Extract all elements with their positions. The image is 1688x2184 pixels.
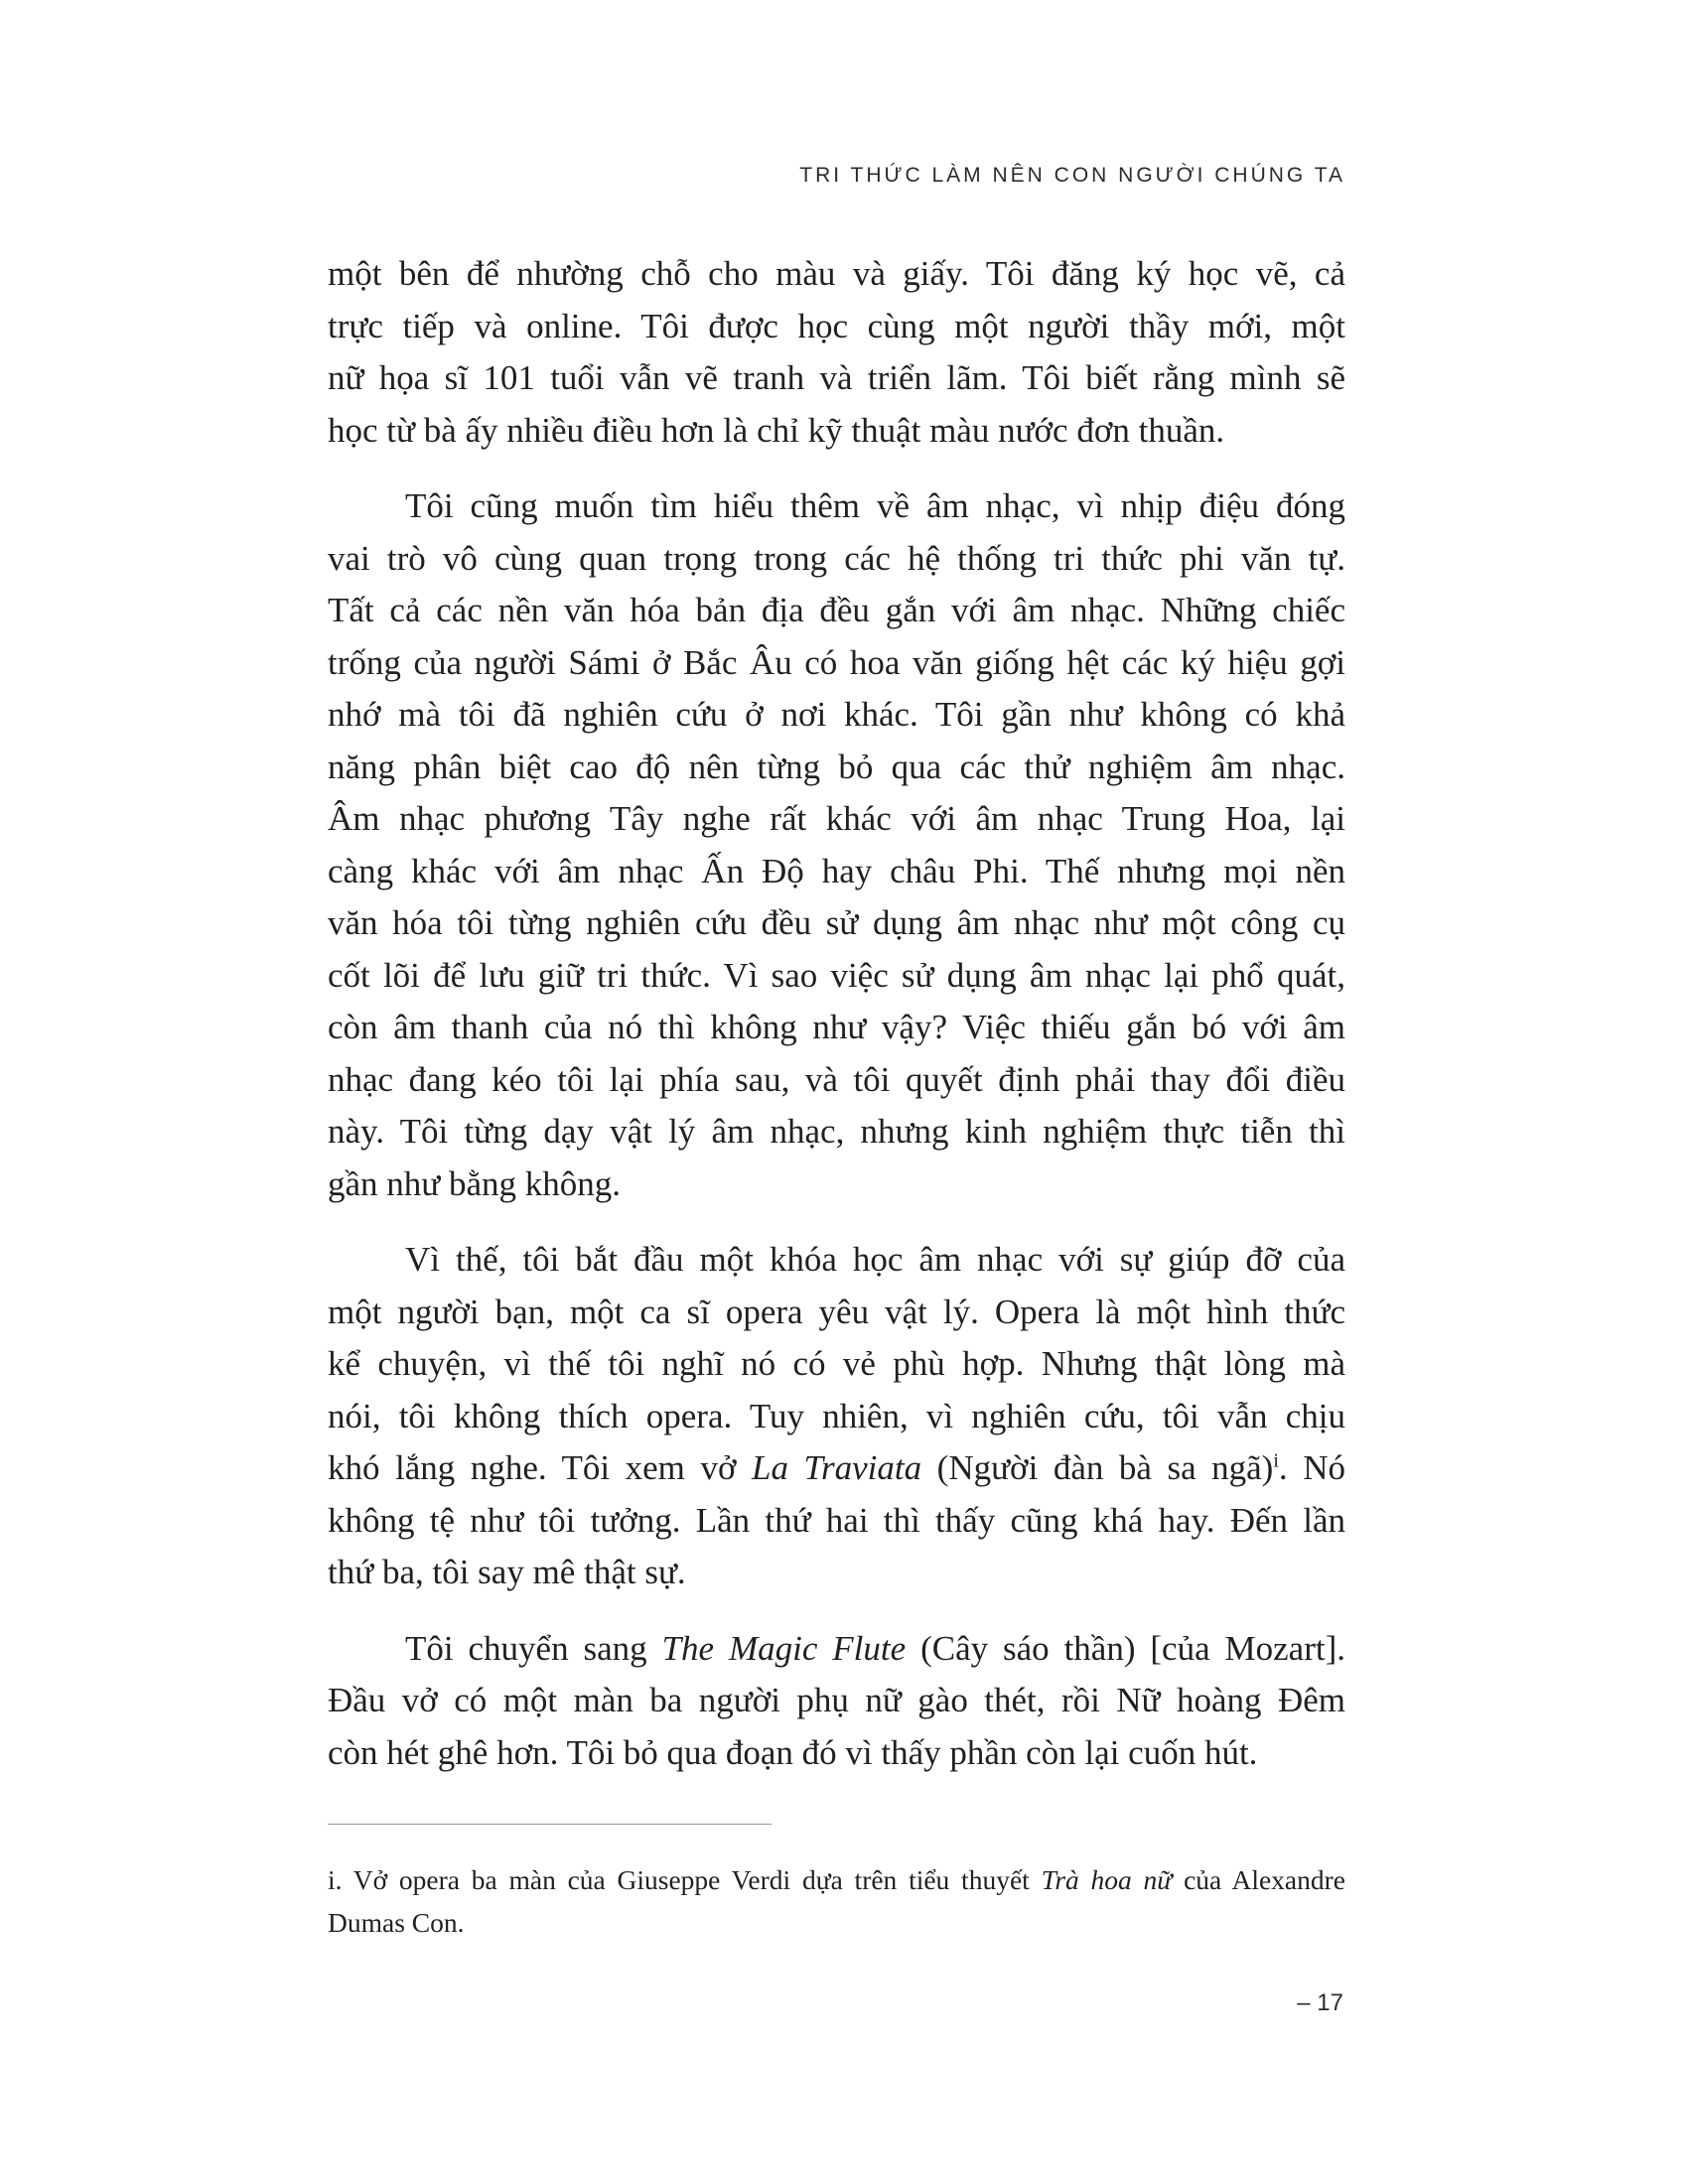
text-line: còn hét ghê hơn. Tôi bỏ qua đoạn đó vì thấy phần còn lại cuốn hút. — [328, 1732, 1258, 1772]
text-line: vai trò vô cùng quan trọng trong các hệ thống tri thức phi văn tự. — [328, 538, 1345, 578]
text-line: Vì thế, tôi bắt đầu một khóa học âm nhạc với sự giúp đỡ của — [405, 1240, 1345, 1279]
text-line: một người bạn, một ca sĩ opera yêu vật lý. Opera là một hình thức — [328, 1292, 1345, 1331]
text-line: nhớ mà tôi đã nghiên cứu ở nơi khác. Tôi gần như không có khả — [328, 695, 1345, 734]
text-line — [328, 1442, 1345, 1495]
text-line: Tất cả các nền văn hóa bản địa đều gắn với âm nhạc. Những chiếc — [328, 591, 1345, 629]
footnote-line — [328, 1858, 1345, 1901]
text-line: cốt lõi để lưu giữ tri thức. Vì sao việc sử dụng âm nhạc lại phổ quát, — [328, 955, 1345, 995]
text-line: năng phân biệt cao độ nên từng bỏ qua các thử nghiệm âm nhạc. — [328, 747, 1345, 786]
novel-title: Trà hoa nữ — [1041, 1864, 1173, 1895]
paragraph-1 — [328, 248, 1345, 457]
text-run: của Alexandre — [1172, 1864, 1345, 1895]
text-line: này. Tôi từng dạy vật lý âm nhạc, nhưng kinh nghiệm thực tiễn thì — [328, 1112, 1345, 1151]
text-line: không tệ như tôi tưởng. Lần thứ hai thì thấy cũng khá hay. Đến lần — [328, 1500, 1345, 1540]
text-run: khó lắng nghe. Tôi xem vở — [328, 1448, 752, 1487]
text-line: trực tiếp và online. Tôi được học cùng một người thầy mới, một — [328, 306, 1345, 345]
paragraph-3 — [328, 1234, 1345, 1599]
text-line — [328, 1623, 1345, 1676]
text-run: i. Vở opera ba màn của Giuseppe Verdi dựa trên tiểu thuyết — [328, 1864, 1042, 1895]
text-line: Đầu vở có một màn ba người phụ nữ gào thét, rồi Nữ hoàng Đêm — [328, 1681, 1345, 1719]
paragraph-2 — [328, 480, 1345, 1210]
text-run: (Cây sáo thần) [của Mozart]. — [906, 1628, 1345, 1668]
text-line: một bên để nhường chỗ cho màu và giấy. Tôi đăng ký học vẽ, cả — [328, 254, 1345, 293]
text-line: nữ họa sĩ 101 tuổi vẫn vẽ tranh và triển lãm. Tôi biết rằng mình sẽ — [328, 358, 1345, 397]
paragraph-4 — [328, 1623, 1345, 1780]
footnote-marker[interactable]: i — [1273, 1449, 1279, 1472]
text-run: (Người đàn bà sa ngã) — [921, 1448, 1274, 1487]
text-line: học từ bà ấy nhiều điều hơn là chỉ kỹ thuật màu nước đơn thuần. — [328, 410, 1225, 450]
text-line: thứ ba, tôi say mê thật sự. — [328, 1553, 686, 1591]
page-number: – 17 — [1297, 1989, 1343, 2016]
running-header: TRI THỨC LÀM NÊN CON NGƯỜI CHÚNG TA — [799, 164, 1345, 187]
footnote-divider — [328, 1824, 772, 1825]
text-line: Âm nhạc phương Tây nghe rất khác với âm nhạc Trung Hoa, lại — [328, 799, 1345, 838]
opera-title-magic-flute: The Magic Flute — [661, 1628, 907, 1668]
footnote-line: Dumas Con. — [328, 1907, 465, 1938]
text-line: Tôi cũng muốn tìm hiểu thêm về âm nhạc, vì nhịp điệu đóng — [405, 486, 1345, 525]
text-line: gần như bằng không. — [328, 1163, 622, 1203]
opera-title-la-traviata: La Traviata — [751, 1448, 922, 1487]
text-line: còn âm thanh của nó thì không như vậy? Việc thiếu gắn bó với âm — [328, 1008, 1345, 1046]
footnote — [328, 1858, 1345, 1944]
text-run: . Nó — [1278, 1448, 1345, 1487]
text-line: trống của người Sámi ở Bắc Âu có hoa văn giống hệt các ký hiệu gợi — [328, 642, 1345, 682]
text-run: Tôi chuyển sang — [405, 1628, 662, 1668]
text-line: văn hóa tôi từng nghiên cứu đều sử dụng âm nhạc như một công cụ — [328, 903, 1345, 942]
text-line: nhạc đang kéo tôi lại phía sau, và tôi quyết định phải thay đổi điều — [328, 1059, 1345, 1099]
text-line: càng khác với âm nhạc Ấn Độ hay châu Phi. Thế nhưng mọi nền — [328, 851, 1345, 890]
text-line: kể chuyện, vì thế tôi nghĩ nó có vẻ phù hợp. Nhưng thật lòng mà — [328, 1344, 1345, 1383]
text-line: nói, tôi không thích opera. Tuy nhiên, vì nghiên cứu, tôi vẫn chịu — [328, 1396, 1345, 1435]
body-text — [328, 248, 1345, 1803]
